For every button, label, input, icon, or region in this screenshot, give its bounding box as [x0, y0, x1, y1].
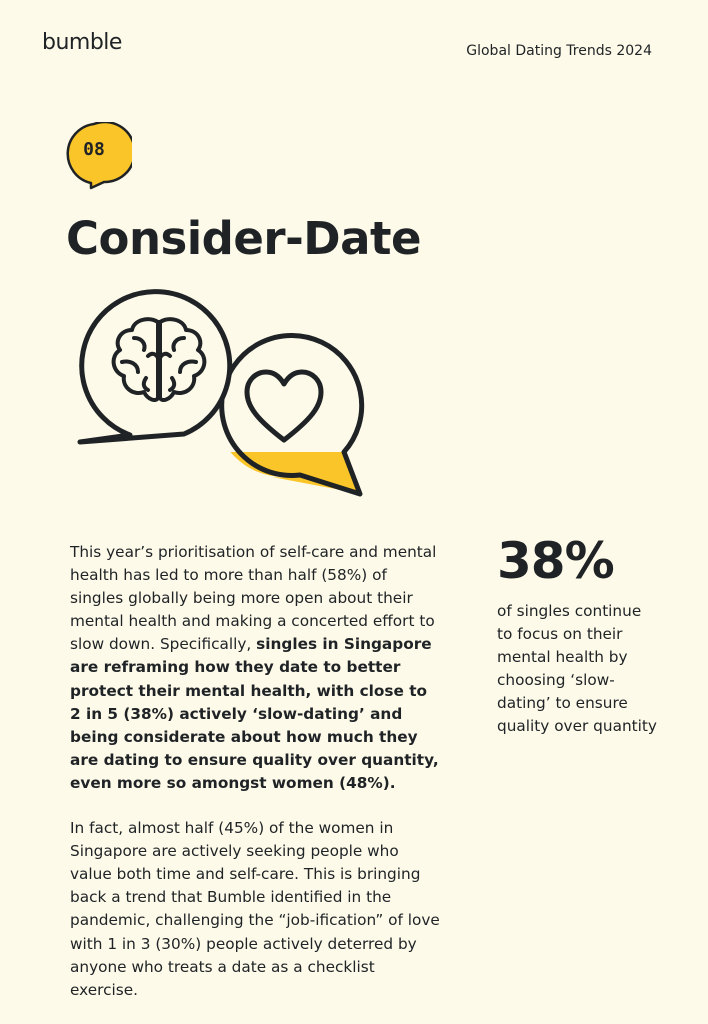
body-paragraph-1: This year’s prioritisation of self-care and mental health has led to more than half (58%) of singles globally being more open about their mental health and making a concerted effort to slow down. Specifically, singles in Singapore are reframing how they date to better protect their mental health, with close to 2 in 5 (38%) actively ‘slow-dating’ and being considerate about how much they are dating to ensure quality over quantity, even more so amongst women (48%).	[70, 543, 439, 792]
section-number: 08	[83, 139, 105, 160]
left-speech-bubble	[80, 292, 230, 442]
bumble-logo: bumble	[42, 30, 122, 55]
brain-icon	[114, 319, 205, 400]
page-title: Consider-Date	[66, 212, 422, 265]
speech-bubbles-illustration	[72, 282, 372, 502]
body-text	[70, 541, 440, 1024]
stat-caption: of singles continue to focus on their mental health by choosing ‘slow-dating’ to ensure quality over quantity	[497, 602, 657, 736]
body-paragraph-2: In fact, almost half (45%) of the women in Singapore are actively seeking people who value both time and self-care. This is bringing back a trend that Bumble identified in the pandemic, challenging the “job-ification” of love with 1 in 3 (30%) people actively deterred by anyone who treats a date as a checklist exercise.	[70, 819, 440, 999]
stat-value: 38%	[497, 532, 614, 590]
report-title: Global Dating Trends 2024	[466, 43, 652, 59]
body-highlight: singles in Singapore are reframing how they date to better protect their mental health, with close to 2 in 5 (38%) actively ‘slow-dating’ and being considerate about how much they are dating to ensure quality over quantity, even more so amongst women (48%).	[70, 635, 439, 792]
section-number-badge	[62, 122, 132, 192]
